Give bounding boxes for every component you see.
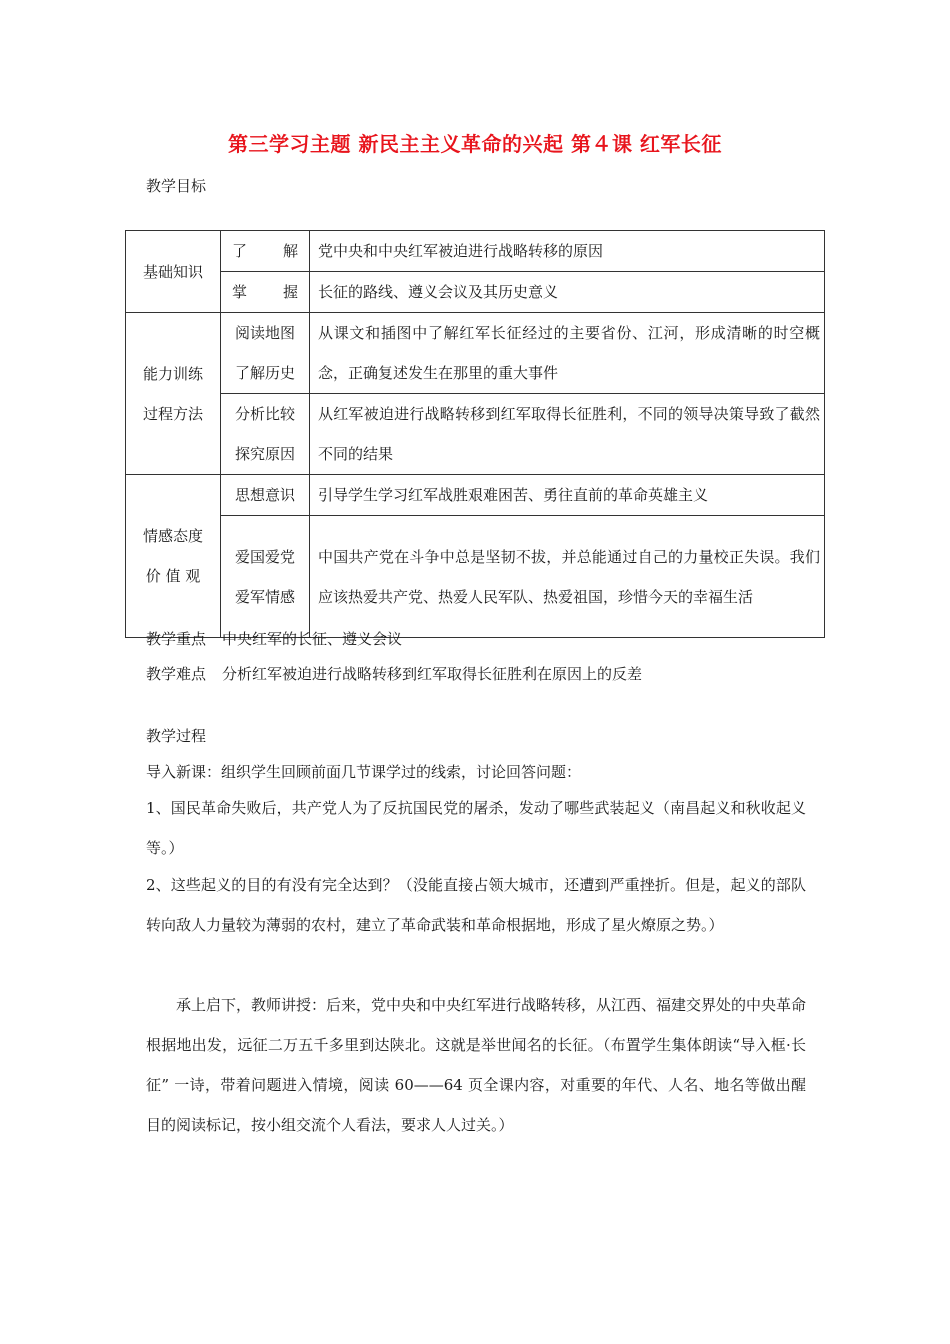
- desc-ideology: 引导学生学习红军战胜艰难困苦、勇往直前的革命英雄主义: [310, 475, 825, 516]
- key-point: [146, 629, 402, 649]
- objectives-heading: 教学目标: [146, 177, 207, 195]
- label-understand: 了 解: [221, 231, 310, 272]
- category-basic: 基础知识: [126, 231, 221, 313]
- desc-master: 长征的路线、遵义会议及其历史意义: [310, 272, 825, 313]
- desc-understand: 党中央和中央红军被迫进行战略转移的原因: [310, 231, 825, 272]
- question-2: 2、这些起义的目的有没有完全达到？（没能直接占领大城市，还遭到严重挫折。但是，起义的部队转向敌人力量较为薄弱的农村，建立了革命武装和革命根据地，形成了星火燎原之势。）: [146, 876, 806, 934]
- intro-paragraph: 导入新课：组织学生回顾前面几节课学过的线索，讨论回答问题：: [146, 763, 582, 781]
- label-ideology: 思想意识: [221, 475, 310, 516]
- category-ability: 能力训练 过程方法: [126, 313, 221, 475]
- document-title: 第三学习主题 新民主主义革命的兴起 第４课 红军长征: [228, 132, 722, 156]
- desc-analyze: 从红军被迫进行战略转移到红军取得长征胜利，不同的领导决策导致了截然不同的结果: [310, 394, 825, 475]
- label-master: 掌 握: [221, 272, 310, 313]
- question-1: 1、国民革命失败后，共产党人为了反抗国民党的屠杀，发动了哪些武装起义（南昌起义和秋收起义等。）: [146, 799, 806, 857]
- difficulty-label: 教学难点: [146, 665, 207, 683]
- objectives-table: [125, 230, 825, 638]
- category-emotion: 情感态度 价 值 观: [126, 475, 221, 638]
- transition-paragraph: 承上启下，教师讲授：后来，党中央和中央红军进行战略转移，从江西、福建交界处的中央革命根据地出发，远征二万五千多里到达陕北。这就是举世闻名的长征。（布置学生集体朗读“导入框·长征” 一诗，带着问题进入情境，阅读 60——64 页全课内容，对重要的年代、人名、地名等做出醒目的阅读标记，按小组交流个人看法，要求人人过关。）: [146, 996, 807, 1134]
- difficulty: [146, 664, 642, 684]
- desc-read-map: 从课文和插图中了解红军长征经过的主要省份、江河，形成清晰的时空概念，正确复述发生在那里的重大事件: [310, 313, 825, 394]
- label-analyze: 分析比较 探究原因: [221, 394, 310, 475]
- key-point-text: 中央红军的长征、遵义会议: [222, 630, 403, 648]
- label-read-map: 阅读地图 了解历史: [221, 313, 310, 394]
- label-patriotism: 爱国爱党 爱军情感: [221, 516, 310, 638]
- difficulty-text: 分析红军被迫进行战略转移到红军取得长征胜利在原因上的反差: [222, 665, 643, 683]
- key-point-label: 教学重点: [146, 630, 207, 648]
- desc-patriotism: 中国共产党在斗争中总是坚韧不拔，并总能通过自己的力量校正失误。我们应该热爱共产党、热爱人民军队、热爱祖国，珍惜今天的幸福生活: [310, 516, 825, 638]
- process-heading: 教学过程: [146, 727, 207, 745]
